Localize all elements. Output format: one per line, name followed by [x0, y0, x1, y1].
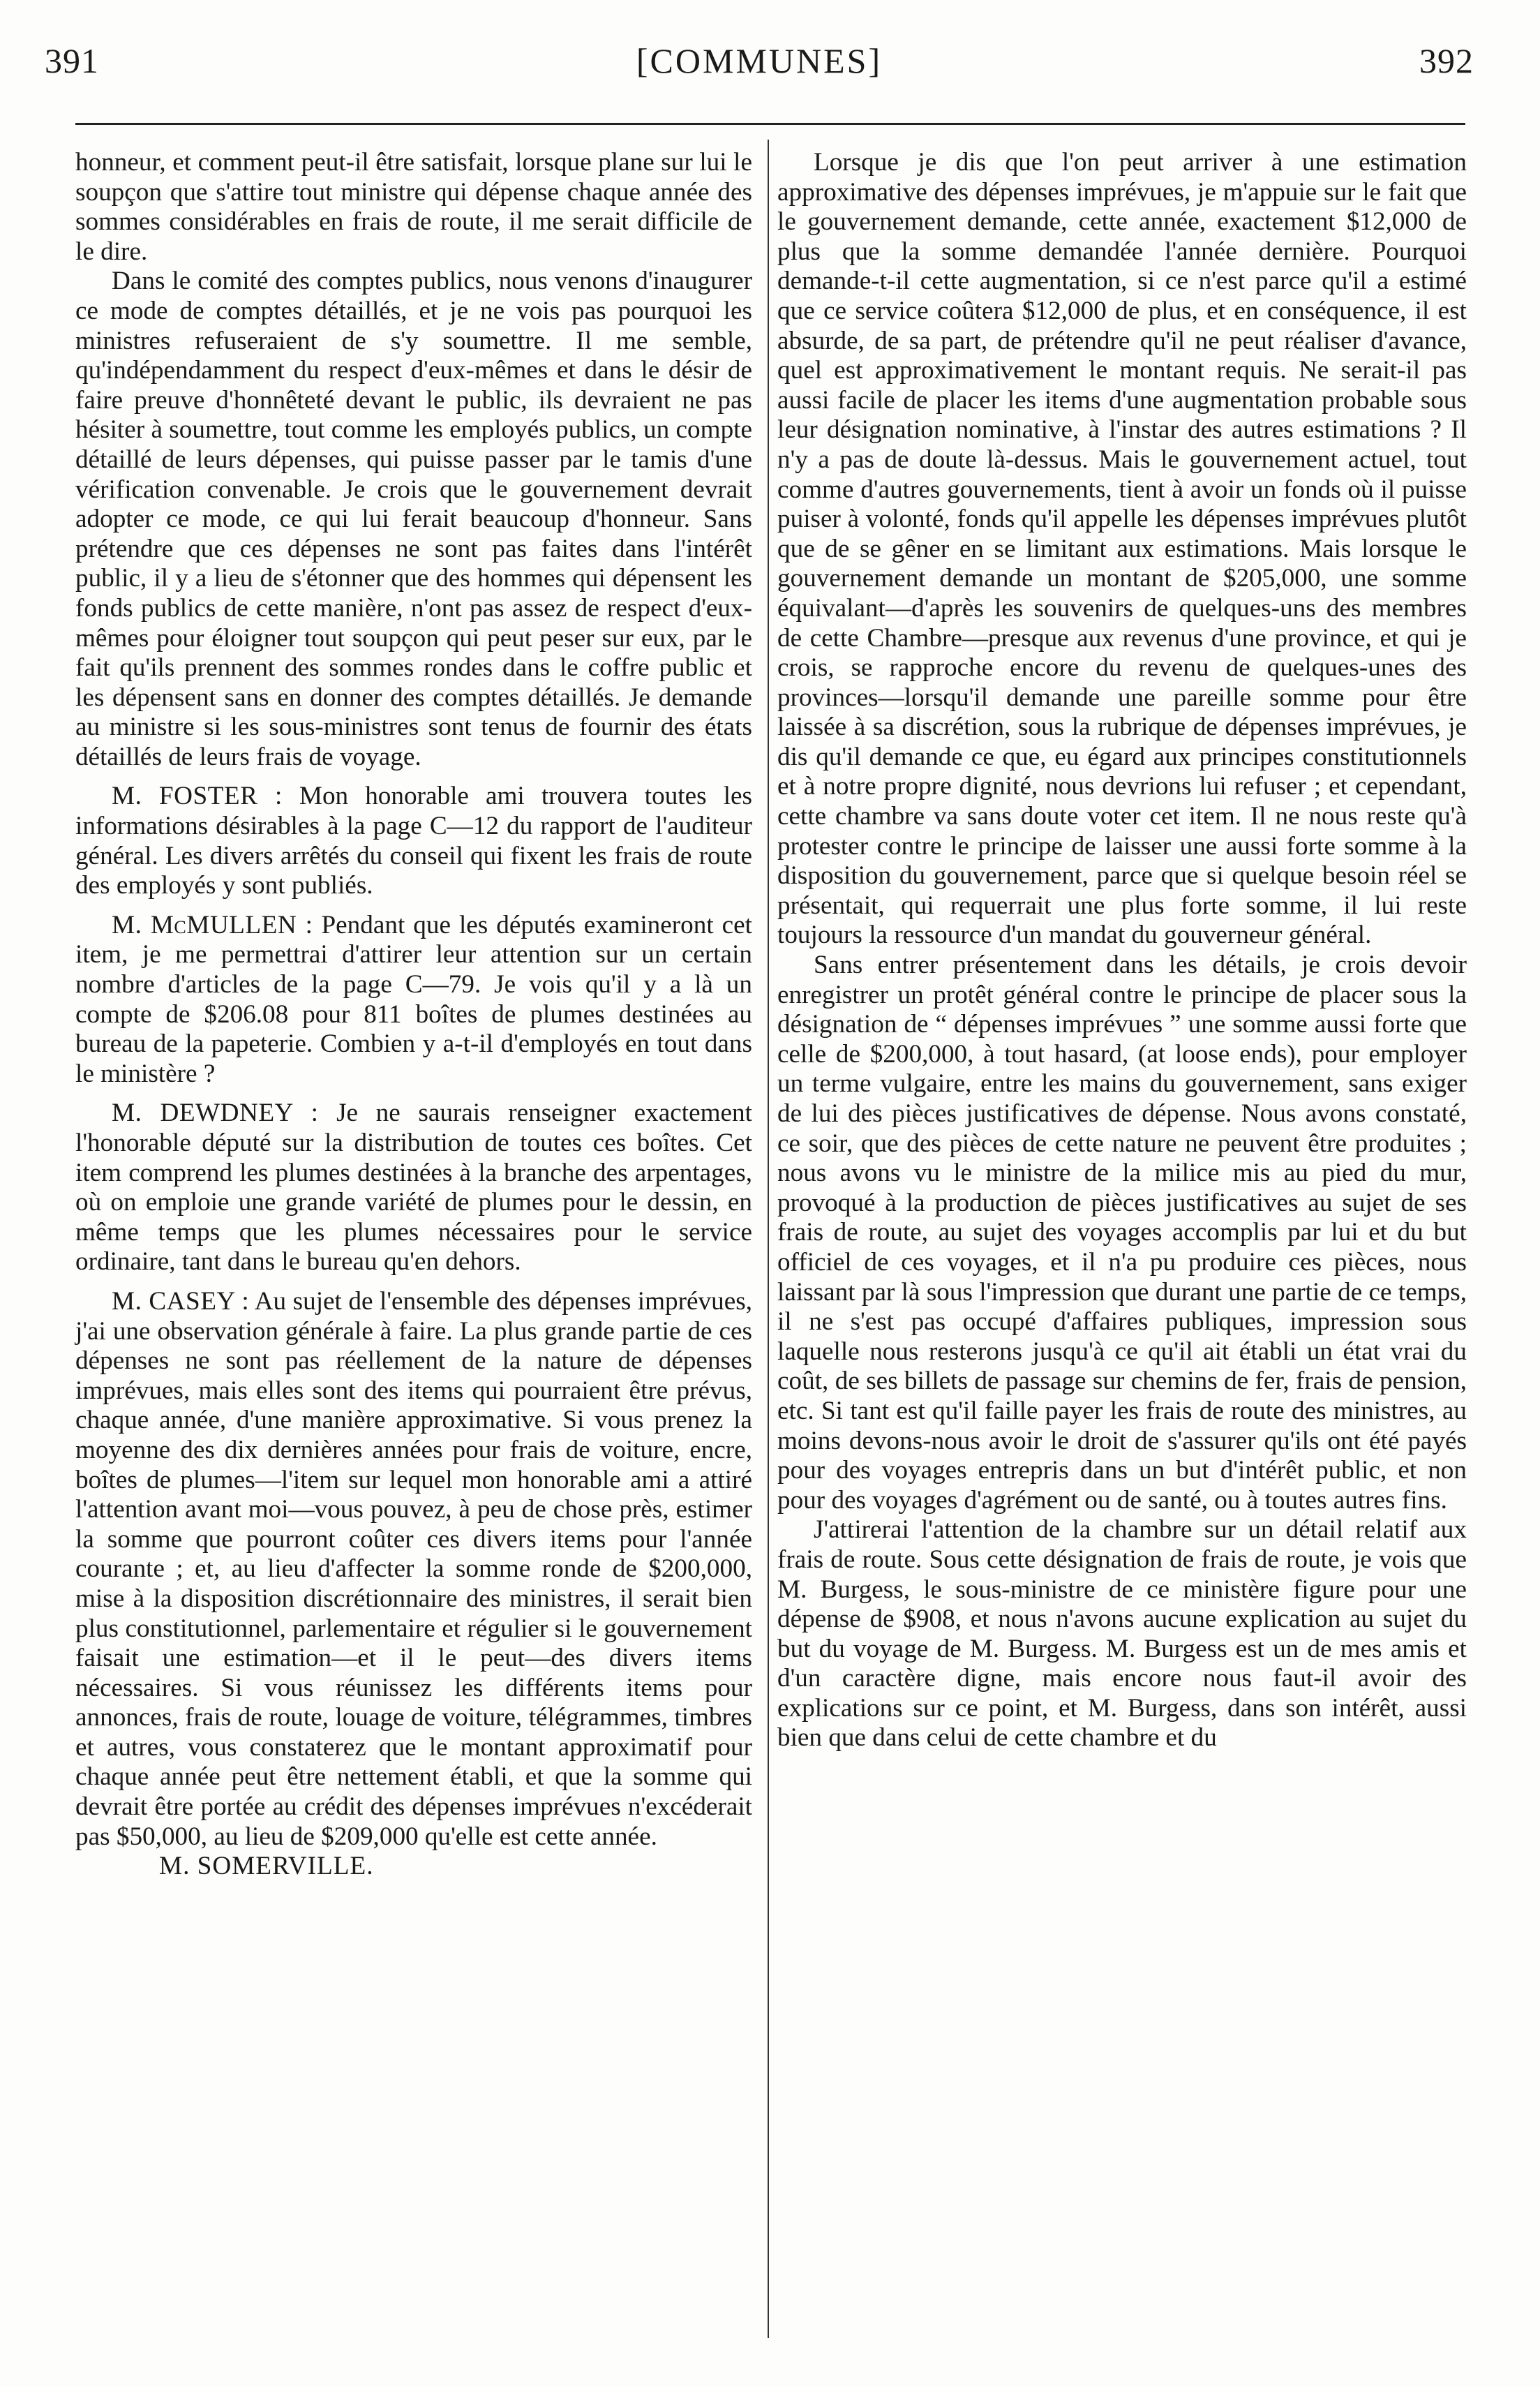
speech-foster — [75, 782, 752, 900]
speech-text: Mon honorable ami trouvera toutes les informations désirables à la page C—12 du rapport de l'auditeur général. Les divers arrêtés du conseil qui fixent les frais de route des employés y sont publiés. — [75, 782, 752, 900]
left-column — [75, 148, 752, 1882]
speech-dewdney — [75, 1099, 752, 1277]
speaker-name: M. FOSTER : — [112, 782, 283, 811]
running-title: [COMMUNES] — [636, 41, 883, 80]
column-divider — [768, 140, 769, 2338]
speech-text: Pendant que les députés examineront cet item, je me permettrai d'attirer leur attention sur un certain nombre d'articles de la page C—79. Je vois qu'il y a là un compte de $206.08 pour 811 boîtes de plumes destinées au bureau de la papeterie. Combien y a-t-il d'employés en tout dans le ministère ? — [75, 910, 752, 1088]
paragraph: honneur, et comment peut-il être satisfait, lorsque plane sur lui le soupçon que s'attire tout ministre qui dépense chaque année des sommes considérables en frais de route, il me serait difficile de le dire. — [75, 148, 752, 266]
speech-text: Je ne saurais renseigner exactement l'honorable député sur la distribution de toutes ces boîtes. Cet item comprend les plumes destinées à la branche des arpentages, où on emploie une grande variété de plumes pour le dessin, en même temps que les plumes nécessaires pour le service ordinaire, tant dans le bureau qu'en dehors. — [75, 1099, 752, 1277]
speech-mcmullen — [75, 911, 752, 1090]
right-column — [777, 148, 1467, 1753]
paragraph: Lorsque je dis que l'on peut arriver à une estimation approximative des dépenses imprévues, je m'appuie sur le fait que le gouvernement demande, cette année, exactement $12,000 de plus que la somme demandée l'année dernière. Pourquoi demande-t-il cette augmentation, si ce n'est parce qu'il a estimé que ce service coûtera $12,000 de plus, et en conséquence, il est absurde, de sa part, de prétendre qu'il ne peut réaliser d'avance, quel est approximativement le montant requis. Ne serait-il pas aussi facile de placer les items d'une augmentation probable sous leur désignation nominative, à l'instar des autres estimations ? Il n'y a pas de doute là-dessus. Mais le gouvernement actuel, tout comme d'autres gouvernements, tient à avoir un fonds où il puisse puiser à volonté, fonds qu'il appelle les dépenses imprévues plutôt que de se gêner en se limitant aux estimations. Mais lorsque le gouvernement demande un montant de $205,000, une somme équivalant—d'après les souvenirs de quelques-uns des membres de cette Chambre—presque aux revenus d'une province, et qui je crois, se rapproche encore du revenu de quelques-unes des provinces—lorsqu'il demande une pareille somme pour être laissée à sa discrétion, sous la rubrique de dépenses imprévues, je dis qu'il demande ce que, eu égard aux principes constitutionnels et à notre propre dignité, nous devrions lui refuser ; et cependant, cette chambre va sans doute voter cet item. Il ne nous reste qu'à protester contre le principe de laisser une aussi forte somme à la disposition du gouvernement, parce que si quelque besoin réel se présentait, qui requerrait une plus forte somme, il lui reste toujours la ressource d'un mandat du gouverneur général. — [777, 148, 1467, 950]
page-header — [45, 40, 1474, 96]
speech-text: Au sujet de l'ensemble des dépenses imprévues, j'ai une observation générale à faire. La plus grande partie de ces dépenses ne sont pas réellement de la nature de dépenses imprévues, mais elles sont des items qui pourraient être prévus, chaque année, d'une manière approximative. Si vous prenez la moyenne des dix dernières années pour frais de voiture, encre, boîtes de plumes—l'item sur lequel mon honorable ami a attiré l'attention avant moi—vous pouvez, à peu de chose près, estimer la somme que pourront coûter ces divers items pour l'année courante ; et, au lieu d'affecter la somme ronde de $200,000, mise à la disposition discrétionnaire des ministres, il serait bien plus constitutionnel, parlementaire et régulier si le gouvernement faisait une estimation—et il le peut—des divers items nécessaires. Si vous réunissez les différents items pour annonces, frais de route, louage de voiture, télégrammes, timbres et autres, vous constaterez que le montant approximatif pour chaque année peut être nettement établi, et que la somme qui devrait être portée au crédit des dépenses imprévues n'excéderait pas $50,000, au lieu de $209,000 qu'elle est cette année. — [75, 1286, 752, 1851]
speaker-name: M. McMULLEN : — [112, 910, 313, 939]
paragraph: J'attirerai l'attention de la chambre sur un détail relatif aux frais de route. Sous cette désignation de frais de route, je vois que M. Burgess, le sous-ministre de ce ministère figure pour une dépense de $908, et nous n'avons aucune explication au sujet du but du voyage de M. Burgess. M. Burgess est un de mes amis et d'un caractère digne, mais encore nous faut-il avoir des explications sur ce point, et M. Burgess, dans son intérêt, aussi bien que dans celui de cette chambre et du — [777, 1515, 1467, 1753]
right-page-number: 392 — [1419, 41, 1474, 80]
left-page-number: 391 — [45, 41, 99, 80]
paragraph: Sans entrer présentement dans les détails, je crois devoir enregistrer un protêt général contre le principe de placer sous la désignation de “ dépenses imprévues ” une somme aussi forte que celle de $200,000, à tout hasard, (at loose ends), pour employer un terme vulgaire, entre les mains du gouvernement, sans exiger de lui des pièces justificatives de dépense. Nous avons constaté, ce soir, que des pièces de cette nature ne peuvent être produites ; nous avons vu le ministre de la milice mis au pied du mur, provoqué à la production de pièces justificatives au sujet de ses frais de route, au sujet des voyages accomplis par lui et du but officiel de ces voyages, et il n'a pu produire ces pièces, nous laissant par là sous l'impression que durant une partie de ce temps, il ne s'est pas occupé d'affaires publiques, impression sous laquelle nous resterons jusqu'à ce qu'il ait établi un état vrai du coût, de ses billets de passage sur chemins de fer, frais de pension, etc. Si tant est qu'il faille payer les frais de route des ministres, au moins devons-nous avoir le droit de s'assurer qu'ils ont été payés pour des voyages entrepris dans un but d'intérêt public, et non pour des voyages d'agrément ou de santé, ou à toutes autres fins. — [777, 951, 1467, 1515]
paragraph: Dans le comité des comptes publics, nous venons d'inaugurer ce mode de comptes détaillés, et je ne vois pas pourquoi les ministres refuseraient de s'y soumettre. Il me semble, qu'indépendamment du respect d'eux-mêmes et dans le désir de faire preuve d'honnêteté devant le public, ils devraient ne pas hésiter à soumettre, tout comme les employés publics, un compte détaillé de leurs dépenses, qui puisse passer par le tamis d'une vérification convenable. Je crois que le gouvernement devrait adopter ce mode, ce qui lui ferait beaucoup d'honneur. Sans prétendre que ces dépenses ne sont pas faites dans l'intérêt public, il y a lieu de s'étonner que des hommes qui dépensent les fonds publics de cette manière, n'ont pas assez de respect d'eux-mêmes pour éloigner tout soupçon qui peut peser sur eux, par le fait qu'ils prennent des sommes rondes dans le coffre public et les dépensent sans en donner des comptes détaillés. Je demande au ministre si les sous-ministres sont tenus de fournir des états détaillés de leurs frais de voyage. — [75, 267, 752, 771]
speaker-name: M. CASEY : — [112, 1286, 250, 1316]
signoff: M. SOMERVILLE. — [159, 1852, 374, 1881]
speech-casey — [75, 1287, 752, 1852]
speaker-name: M. DEWDNEY : — [112, 1099, 319, 1128]
header-rule — [75, 123, 1465, 125]
